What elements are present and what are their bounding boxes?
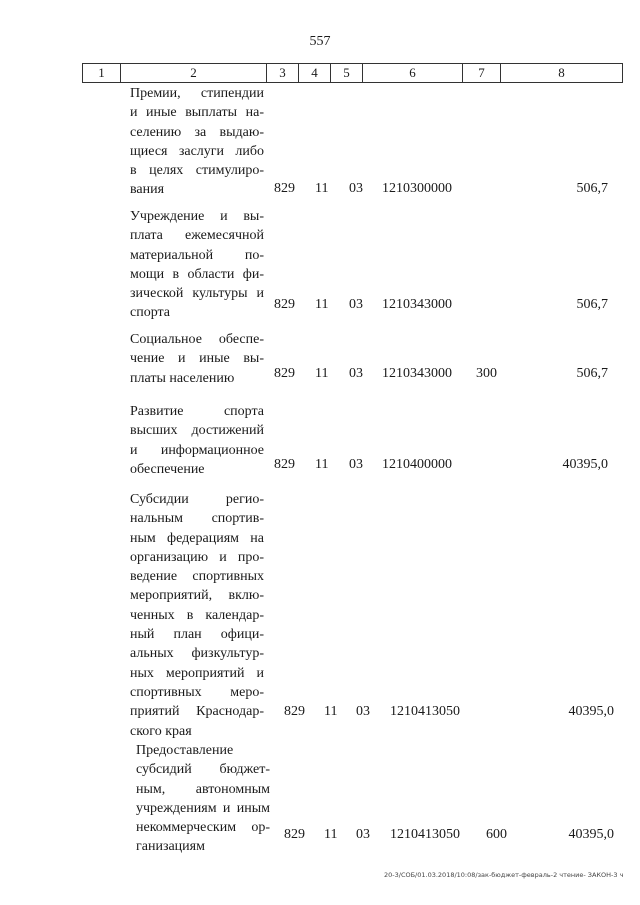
cell-amount: 506,7 <box>576 181 608 196</box>
cell-code-6: 1210343000 <box>382 366 452 381</box>
col-header-8: 8 <box>501 64 623 83</box>
cell-amount: 506,7 <box>576 297 608 312</box>
cell-code-7: 600 <box>486 827 507 842</box>
footer-file-path: 20-3/СОБ/01.03.2018/10:08/зак-бюджет-февраль-2 чтение- ЗАКОН-3 ч <box>384 871 624 879</box>
cell-amount: 40395,0 <box>568 827 614 842</box>
cell-code-4: 11 <box>324 704 338 719</box>
row-description: Развитие спорта высших достижений и информационное обеспечение <box>130 404 264 477</box>
cell-amount: 40395,0 <box>568 704 614 719</box>
cell-code-3: 829 <box>274 366 295 381</box>
row-description: Премии, стипендии и иные выплаты на- селению за выдаю- щиеся заслуги либо в целях стимулиро- вания <box>130 86 264 198</box>
cell-code-6: 1210300000 <box>382 181 452 196</box>
cell-code-5: 03 <box>356 827 370 842</box>
col-header-5: 5 <box>331 64 363 83</box>
cell-code-5: 03 <box>349 181 363 196</box>
cell-code-3: 829 <box>284 704 305 719</box>
cell-code-3: 829 <box>274 181 295 196</box>
col-header-4: 4 <box>299 64 331 83</box>
cell-code-6: 1210413050 <box>390 827 460 842</box>
cell-code-7: 300 <box>476 366 497 381</box>
row-description: Учреждение и вы- плата ежемесячной материальной по- мощи в области фи- зической культуры и спорта <box>130 209 264 321</box>
cell-code-4: 11 <box>315 366 329 381</box>
cell-code-5: 03 <box>349 366 363 381</box>
row-description: Социальное обеспе- чение и иные вы- платы населению <box>130 332 264 386</box>
col-header-1: 1 <box>83 64 121 83</box>
cell-code-3: 829 <box>274 297 295 312</box>
cell-code-4: 11 <box>324 827 338 842</box>
cell-code-6: 1210343000 <box>382 297 452 312</box>
cell-code-3: 829 <box>284 827 305 842</box>
cell-code-6: 1210400000 <box>382 457 452 472</box>
col-header-3: 3 <box>267 64 299 83</box>
cell-code-6: 1210413050 <box>390 704 460 719</box>
cell-code-3: 829 <box>274 457 295 472</box>
cell-code-5: 03 <box>349 297 363 312</box>
column-header-row <box>82 63 623 83</box>
cell-amount: 40395,0 <box>562 457 608 472</box>
page-number: 557 <box>309 34 331 49</box>
row-description: Субсидии регио- нальным спортив- ным федерациям на организацию и про- ведение спортивных мероприятий, вклю- ченных в календар- ный план офици- альных физкультур- ных мероприятий и спортивных меро- приятий Краснодар- ского края <box>130 492 264 739</box>
cell-code-4: 11 <box>315 297 329 312</box>
cell-amount: 506,7 <box>576 366 608 381</box>
col-header-6: 6 <box>363 64 463 83</box>
cell-code-5: 03 <box>356 704 370 719</box>
cell-code-4: 11 <box>315 457 329 472</box>
col-header-2: 2 <box>121 64 267 83</box>
cell-code-5: 03 <box>349 457 363 472</box>
col-header-7: 7 <box>463 64 501 83</box>
cell-code-4: 11 <box>315 181 329 196</box>
row-description: Предоставление субсидий бюджет- ным, автономным учреждениям и иным некоммерческим ор- ганизациям <box>136 743 270 855</box>
